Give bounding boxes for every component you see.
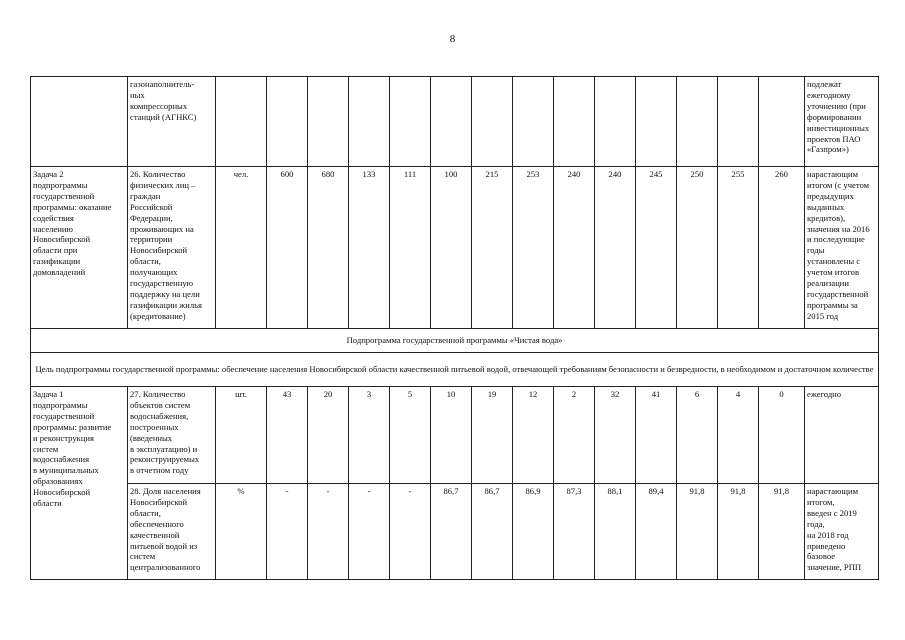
value-cell: 86,7	[431, 484, 472, 580]
value-cell: 600	[267, 167, 308, 329]
value-cell: 0	[759, 387, 805, 484]
value-cell: 250	[677, 167, 718, 329]
value-cell: 86,9	[513, 484, 554, 580]
value-cell: 89,4	[636, 484, 677, 580]
note-cell: нарастающим итогом (с учетом предыдущих выданных кредитов), значения на 2016 и последующие годы установлены с учетом итогов реализации государственной программы за 2015 год	[805, 167, 879, 329]
value-cell: 4	[718, 387, 759, 484]
value-cell: 86,7	[472, 484, 513, 580]
goal-text: Цель подпрограммы государственной программы: обеспечение населения Новосибирской области качественной питьевой водой, отвечающей требованиям безопасности и безвредности, в необходимом и достаточном количестве	[31, 353, 879, 387]
task-cell: Задача 2 подпрограммы государственной программы: оказание содействия населению Новосибирской области при газификации домовладений	[31, 167, 128, 329]
value-cell: 3	[349, 387, 390, 484]
page-number: 8	[449, 33, 456, 45]
unit-cell	[216, 77, 267, 167]
value-cell: 245	[636, 167, 677, 329]
task-text: Задача 1 подпрограммы государственной программы: развитие и реконструкция систем водоснабжения в муниципальных образованиях Новосибирской области	[33, 389, 112, 509]
value-cell: 6	[677, 387, 718, 484]
table-row-28	[31, 484, 879, 580]
task-cell	[31, 77, 128, 167]
indicator-cell: 27. Количество объектов систем водоснабжения, построенных (введенных в эксплуатацию) и реконструируемых в отчетном году	[128, 387, 216, 484]
value-cell: 2	[554, 387, 595, 484]
value-cell: 215	[472, 167, 513, 329]
table-row-top	[31, 77, 879, 167]
value-cell: 240	[595, 167, 636, 329]
value-cell: 88,1	[595, 484, 636, 580]
value-cell: 111	[390, 167, 431, 329]
value-cell: -	[349, 484, 390, 580]
value-cell: 100	[431, 167, 472, 329]
value-cell: -	[308, 484, 349, 580]
value-cell: 12	[513, 387, 554, 484]
value-cell: 240	[554, 167, 595, 329]
value-cell: 260	[759, 167, 805, 329]
value-cell: 91,8	[677, 484, 718, 580]
indicator-cell: 28. Доля населения Новосибирской области, обеспеченного качественной питьевой водой из систем централизованного	[128, 484, 216, 580]
task-cell	[31, 387, 128, 509]
value-cell: 91,8	[718, 484, 759, 580]
value-cell: 32	[595, 387, 636, 484]
note-cell: нарастающим итогом, введен с 2019 года, на 2018 год приведено базовое значение, РПП	[805, 484, 879, 580]
section-title: Подпрограмма государственной программы «Чистая вода»	[31, 329, 879, 353]
note-cell: подлежат ежегодному уточнению (при формировании инвестиционных проектов ПАО «Газпром»)	[805, 77, 879, 167]
value-cell: 10	[431, 387, 472, 484]
value-cell: 87,3	[554, 484, 595, 580]
value-cell: -	[390, 484, 431, 580]
indicator-cell: газонаполнитель- ных компрессорных станций (АГНКС)	[128, 77, 216, 167]
value-cell: 20	[308, 387, 349, 484]
indicators-table	[30, 76, 879, 580]
unit-cell: %	[216, 484, 267, 580]
value-cell: 41	[636, 387, 677, 484]
value-cell: 253	[513, 167, 554, 329]
unit-cell: шт.	[216, 387, 267, 484]
value-cell: 255	[718, 167, 759, 329]
table-row-27	[31, 387, 879, 484]
unit-cell: чел.	[216, 167, 267, 329]
table-row-26	[31, 167, 879, 329]
value-cell: 680	[308, 167, 349, 329]
goal-row	[31, 353, 879, 387]
value-cell: 91,8	[759, 484, 805, 580]
section-row	[31, 329, 879, 353]
value-cell: -	[267, 484, 308, 580]
value-cell: 133	[349, 167, 390, 329]
value-cell: 5	[390, 387, 431, 484]
indicator-cell: 26. Количество физических лиц – граждан Российской Федерации, проживающих на территории Новосибирской области, получающих государственную поддержку на цели газификации жилья (кредитование)	[128, 167, 216, 329]
note-cell: ежегодно	[805, 387, 879, 484]
value-cell: 43	[267, 387, 308, 484]
value-cell: 19	[472, 387, 513, 484]
